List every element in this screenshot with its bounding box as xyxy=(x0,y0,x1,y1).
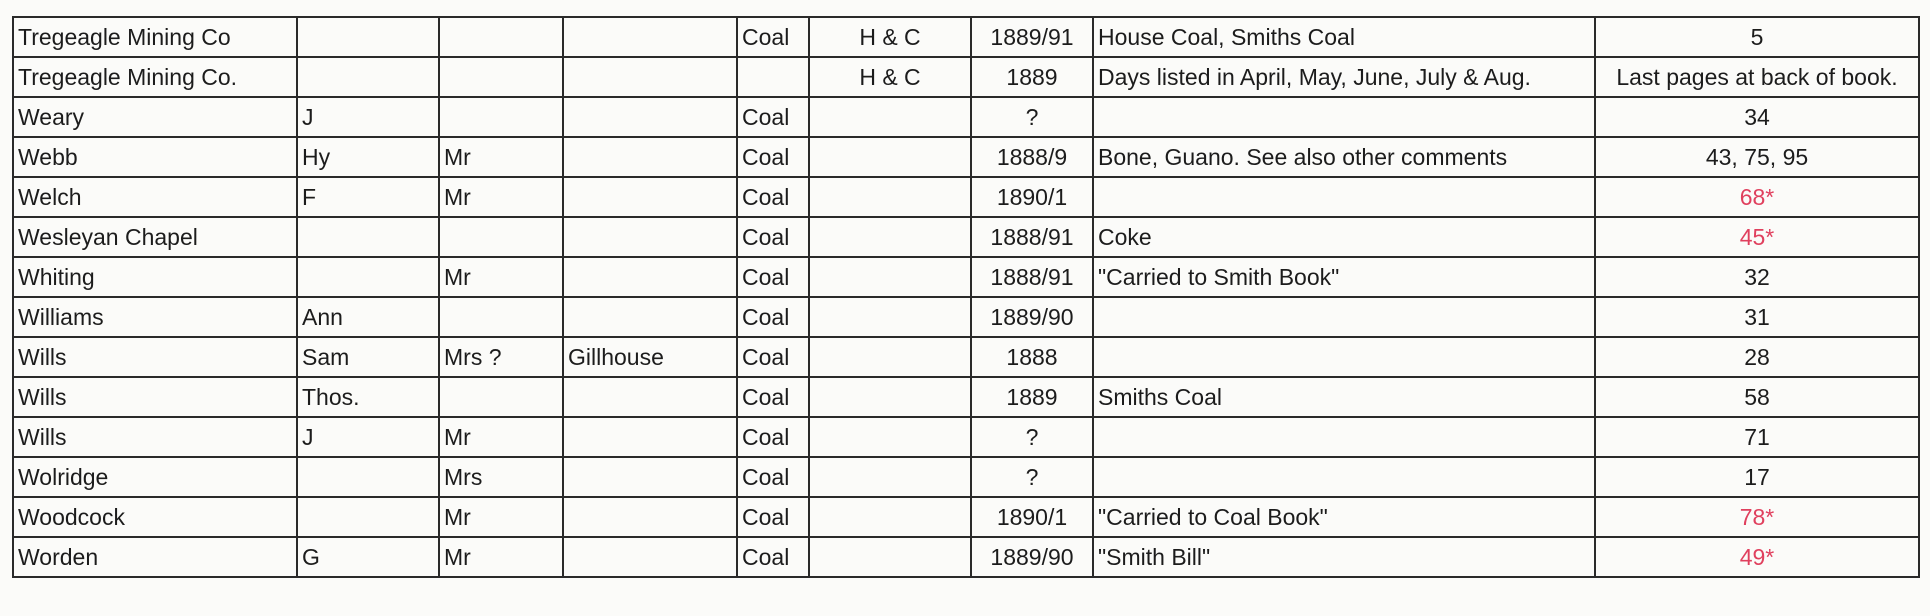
notes-cell: Days listed in April, May, June, July & Aug. xyxy=(1093,57,1595,97)
pages-cell: 43, 75, 95 xyxy=(1595,137,1919,177)
pages-cell: 34 xyxy=(1595,97,1919,137)
table-row xyxy=(13,137,1919,177)
place-cell xyxy=(563,177,737,217)
source-cell xyxy=(809,97,971,137)
title-cell: Mr xyxy=(439,257,563,297)
pages-cell: 68* xyxy=(1595,177,1919,217)
surname-cell: Woodcock xyxy=(13,497,297,537)
surname-cell: Whiting xyxy=(13,257,297,297)
pages-cell: 5 xyxy=(1595,17,1919,57)
place-cell xyxy=(563,297,737,337)
source-cell xyxy=(809,257,971,297)
source-cell xyxy=(809,217,971,257)
years-cell: ? xyxy=(971,457,1093,497)
surname-cell: Wesleyan Chapel xyxy=(13,217,297,257)
place-cell xyxy=(563,217,737,257)
source-cell xyxy=(809,297,971,337)
surname-cell: Welch xyxy=(13,177,297,217)
initial-cell: G xyxy=(297,537,439,577)
table-row xyxy=(13,97,1919,137)
title-cell: Mr xyxy=(439,497,563,537)
source-cell xyxy=(809,337,971,377)
place-cell xyxy=(563,417,737,457)
source-cell xyxy=(809,177,971,217)
initial-cell: J xyxy=(297,417,439,457)
years-cell: 1889/91 xyxy=(971,17,1093,57)
ledger-table-container xyxy=(12,16,1918,578)
source-cell xyxy=(809,417,971,457)
commodity-cell: Coal xyxy=(737,537,809,577)
title-cell: Mrs ? xyxy=(439,337,563,377)
title-cell xyxy=(439,297,563,337)
pages-cell: Last pages at back of book. xyxy=(1595,57,1919,97)
years-cell: 1888/9 xyxy=(971,137,1093,177)
commodity-cell: Coal xyxy=(737,457,809,497)
notes-cell: House Coal, Smiths Coal xyxy=(1093,17,1595,57)
table-row xyxy=(13,57,1919,97)
source-cell xyxy=(809,537,971,577)
years-cell: 1890/1 xyxy=(971,177,1093,217)
commodity-cell: Coal xyxy=(737,177,809,217)
title-cell: Mr xyxy=(439,137,563,177)
years-cell: 1889 xyxy=(971,377,1093,417)
title-cell: Mr xyxy=(439,417,563,457)
commodity-cell: Coal xyxy=(737,497,809,537)
commodity-cell: Coal xyxy=(737,137,809,177)
years-cell: ? xyxy=(971,417,1093,457)
commodity-cell xyxy=(737,57,809,97)
ledger-body xyxy=(13,17,1919,577)
surname-cell: Wills xyxy=(13,377,297,417)
table-row xyxy=(13,217,1919,257)
pages-cell: 49* xyxy=(1595,537,1919,577)
title-cell xyxy=(439,97,563,137)
initial-cell: Ann xyxy=(297,297,439,337)
initial-cell: Sam xyxy=(297,337,439,377)
surname-cell: Weary xyxy=(13,97,297,137)
title-cell xyxy=(439,57,563,97)
pages-cell: 58 xyxy=(1595,377,1919,417)
years-cell: 1889 xyxy=(971,57,1093,97)
commodity-cell: Coal xyxy=(737,297,809,337)
title-cell: Mrs xyxy=(439,457,563,497)
notes-cell: Bone, Guano. See also other comments xyxy=(1093,137,1595,177)
years-cell: ? xyxy=(971,97,1093,137)
table-row xyxy=(13,297,1919,337)
table-row xyxy=(13,417,1919,457)
title-cell xyxy=(439,217,563,257)
place-cell xyxy=(563,457,737,497)
source-cell xyxy=(809,377,971,417)
initial-cell: J xyxy=(297,97,439,137)
surname-cell: Williams xyxy=(13,297,297,337)
surname-cell: Webb xyxy=(13,137,297,177)
notes-cell xyxy=(1093,337,1595,377)
notes-cell xyxy=(1093,457,1595,497)
initial-cell xyxy=(297,57,439,97)
table-row xyxy=(13,17,1919,57)
notes-cell: Coke xyxy=(1093,217,1595,257)
notes-cell: "Smith Bill" xyxy=(1093,537,1595,577)
table-row xyxy=(13,337,1919,377)
place-cell xyxy=(563,137,737,177)
years-cell: 1890/1 xyxy=(971,497,1093,537)
place-cell xyxy=(563,97,737,137)
initial-cell: Hy xyxy=(297,137,439,177)
source-cell: H & C xyxy=(809,17,971,57)
source-cell xyxy=(809,137,971,177)
pages-cell: 28 xyxy=(1595,337,1919,377)
title-cell: Mr xyxy=(439,177,563,217)
pages-cell: 71 xyxy=(1595,417,1919,457)
table-row xyxy=(13,257,1919,297)
surname-cell: Tregeagle Mining Co xyxy=(13,17,297,57)
title-cell xyxy=(439,377,563,417)
years-cell: 1888 xyxy=(971,337,1093,377)
notes-cell xyxy=(1093,177,1595,217)
initial-cell: Thos. xyxy=(297,377,439,417)
commodity-cell: Coal xyxy=(737,217,809,257)
pages-cell: 45* xyxy=(1595,217,1919,257)
place-cell xyxy=(563,377,737,417)
table-row xyxy=(13,537,1919,577)
place-cell xyxy=(563,257,737,297)
surname-cell: Wills xyxy=(13,417,297,457)
pages-cell: 31 xyxy=(1595,297,1919,337)
notes-cell: Smiths Coal xyxy=(1093,377,1595,417)
place-cell xyxy=(563,537,737,577)
years-cell: 1888/91 xyxy=(971,217,1093,257)
years-cell: 1889/90 xyxy=(971,537,1093,577)
initial-cell xyxy=(297,217,439,257)
years-cell: 1889/90 xyxy=(971,297,1093,337)
notes-cell xyxy=(1093,297,1595,337)
pages-cell: 32 xyxy=(1595,257,1919,297)
commodity-cell: Coal xyxy=(737,257,809,297)
notes-cell: "Carried to Smith Book" xyxy=(1093,257,1595,297)
place-cell: Gillhouse xyxy=(563,337,737,377)
title-cell: Mr xyxy=(439,537,563,577)
initial-cell xyxy=(297,257,439,297)
initial-cell xyxy=(297,457,439,497)
surname-cell: Wolridge xyxy=(13,457,297,497)
table-row xyxy=(13,497,1919,537)
title-cell xyxy=(439,17,563,57)
place-cell xyxy=(563,17,737,57)
table-row xyxy=(13,457,1919,497)
pages-cell: 78* xyxy=(1595,497,1919,537)
surname-cell: Tregeagle Mining Co. xyxy=(13,57,297,97)
place-cell xyxy=(563,497,737,537)
pages-cell: 17 xyxy=(1595,457,1919,497)
commodity-cell: Coal xyxy=(737,417,809,457)
surname-cell: Worden xyxy=(13,537,297,577)
source-cell xyxy=(809,497,971,537)
place-cell xyxy=(563,57,737,97)
notes-cell xyxy=(1093,417,1595,457)
source-cell: H & C xyxy=(809,57,971,97)
commodity-cell: Coal xyxy=(737,97,809,137)
commodity-cell: Coal xyxy=(737,337,809,377)
table-row xyxy=(13,377,1919,417)
commodity-cell: Coal xyxy=(737,377,809,417)
notes-cell: "Carried to Coal Book" xyxy=(1093,497,1595,537)
source-cell xyxy=(809,457,971,497)
ledger-table xyxy=(12,16,1920,578)
initial-cell xyxy=(297,17,439,57)
years-cell: 1888/91 xyxy=(971,257,1093,297)
initial-cell xyxy=(297,497,439,537)
initial-cell: F xyxy=(297,177,439,217)
surname-cell: Wills xyxy=(13,337,297,377)
commodity-cell: Coal xyxy=(737,17,809,57)
table-row xyxy=(13,177,1919,217)
notes-cell xyxy=(1093,97,1595,137)
